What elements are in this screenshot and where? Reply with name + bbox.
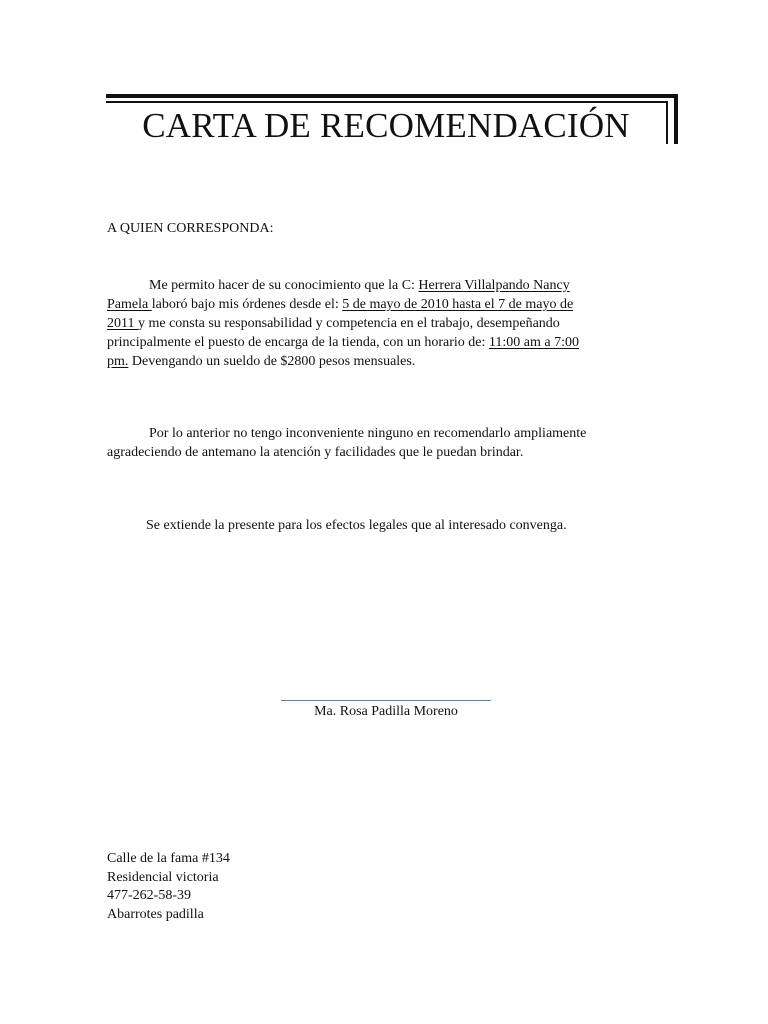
paragraph-line — [107, 295, 647, 314]
responsibility-text: y me consta su responsabilidad y competencia en el trabajo, desempeñando — [137, 316, 560, 331]
title-border-right-inner — [666, 101, 668, 144]
address-phone: 477-262-58-39 — [107, 888, 191, 903]
recommendation-text: Por lo anterior no tengo inconveniente ninguno en recomendarlo ampliamente — [149, 426, 587, 441]
address-neighborhood: Residencial victoria — [107, 869, 219, 885]
title-border-top-outer — [106, 94, 678, 98]
paragraph-line — [107, 314, 647, 333]
salutation: A QUIEN CORRESPONDA: — [107, 221, 274, 236]
address-business: Abarrotes padilla — [107, 906, 204, 922]
worked-text: laboró bajo mis órdenes desde el: — [151, 297, 343, 312]
paragraph-line — [107, 276, 647, 295]
salary-text: Devengando un sueldo de $2800 pesos mensuales. — [128, 354, 416, 369]
employee-name-part2: Pamela — [107, 297, 152, 312]
paragraph-line — [107, 333, 647, 352]
address-block — [107, 850, 230, 924]
signer-name: Ma. Rosa Padilla Moreno — [314, 704, 458, 719]
paragraph-line — [107, 424, 652, 443]
intro-text: Me permito hacer de su conocimiento que la C: — [149, 278, 419, 293]
paragraph-closing: Se extiende la presente para los efectos legales que al interesado convenga. — [146, 518, 567, 533]
paragraph-line: agradeciendo de antemano la atención y facilidades que le puedan brindar. — [107, 445, 524, 460]
employment-end-year: 2011 — [107, 316, 138, 331]
position-text: principalmente el puesto de encarga de la tienda, con un horario de: — [107, 335, 489, 350]
paragraph-line — [107, 352, 647, 371]
work-hours: 11:00 am a 7:00 — [488, 335, 579, 350]
work-hours-end: pm. — [107, 354, 129, 369]
employee-name-part1: Herrera Villalpando Nancy — [418, 278, 570, 293]
signature-line — [281, 700, 491, 701]
employment-dates: 5 de mayo de 2010 hasta el 7 de mayo de — [342, 297, 574, 312]
letter-title: CARTA DE RECOMENDACIÓN — [142, 106, 630, 145]
paragraph-employment — [107, 276, 647, 371]
address-street: Calle de la fama #134 — [107, 851, 230, 866]
title-border-right-outer — [674, 94, 678, 144]
paragraph-recommendation — [107, 424, 652, 462]
title-border-top-inner — [106, 101, 668, 103]
